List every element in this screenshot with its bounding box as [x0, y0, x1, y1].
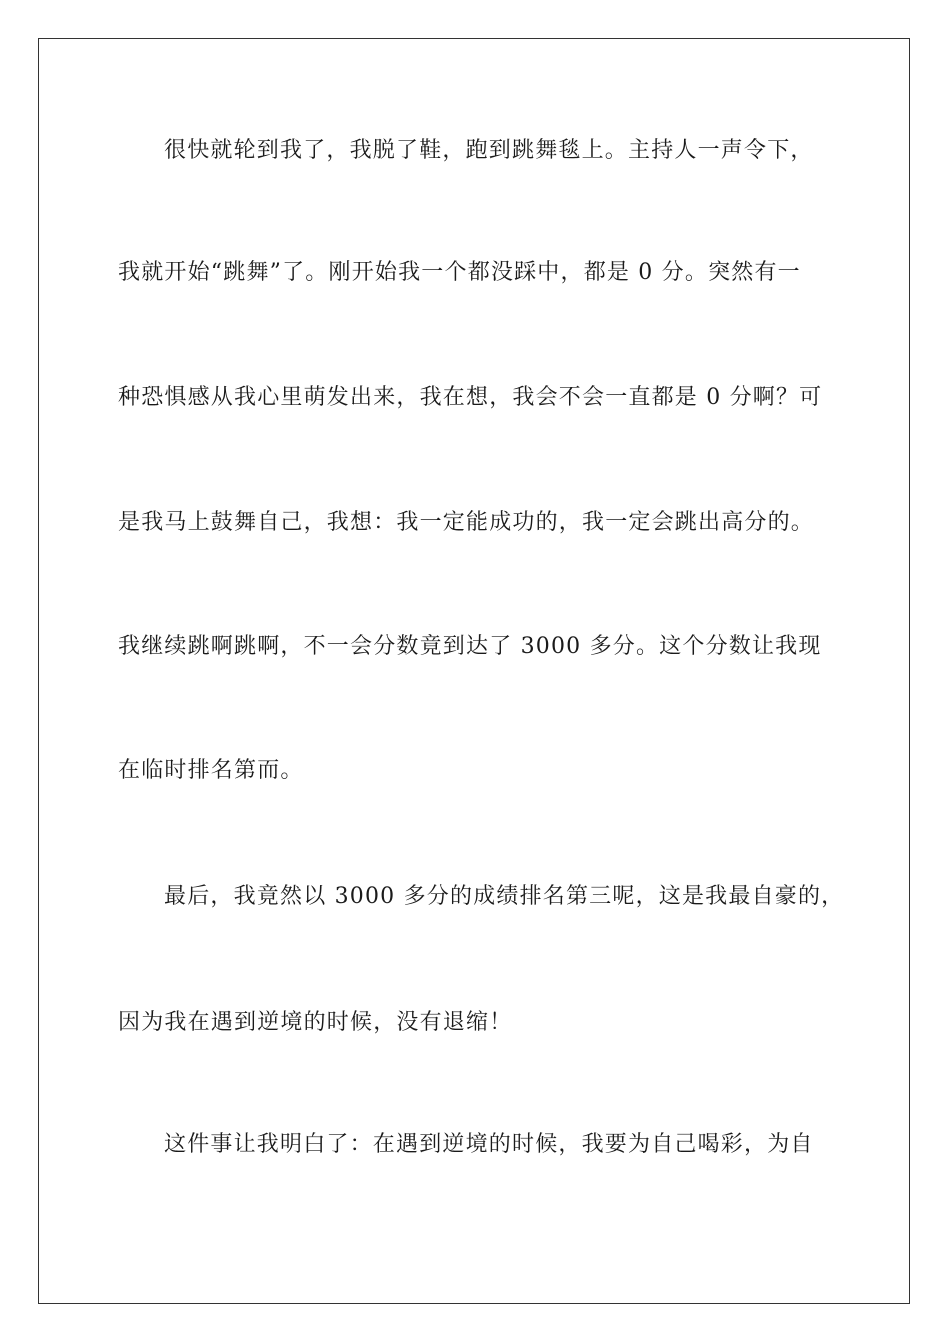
paragraph-line: 在临时排名第而。 [118, 758, 304, 783]
paragraph-line: 是我马上鼓舞自己，我想：我一定能成功的，我一定会跳出高分的。 [118, 510, 815, 535]
paragraph-line: 这件事让我明白了：在遇到逆境的时候，我要为自己喝彩，为自 [164, 1132, 814, 1157]
paragraph-line: 我就开始“跳舞”了。刚开始我一个都没踩中，都是 0 分。突然有一 [118, 260, 801, 285]
paragraph-line: 种恐惧感从我心里萌发出来，我在想，我会不会一直都是 0 分啊？可 [118, 385, 823, 410]
paragraph-line: 很快就轮到我了，我脱了鞋，跑到跳舞毯上。主持人一声令下， [164, 138, 814, 163]
page-border [38, 38, 910, 1304]
paragraph-line: 最后，我竟然以 3000 多分的成绩排名第三呢，这是我最自豪的， [164, 884, 845, 909]
paragraph-line: 因为我在遇到逆境的时候，没有退缩！ [118, 1010, 513, 1035]
paragraph-line: 我继续跳啊跳啊，不一会分数竟到达了 3000 多分。这个分数让我现 [118, 634, 822, 659]
